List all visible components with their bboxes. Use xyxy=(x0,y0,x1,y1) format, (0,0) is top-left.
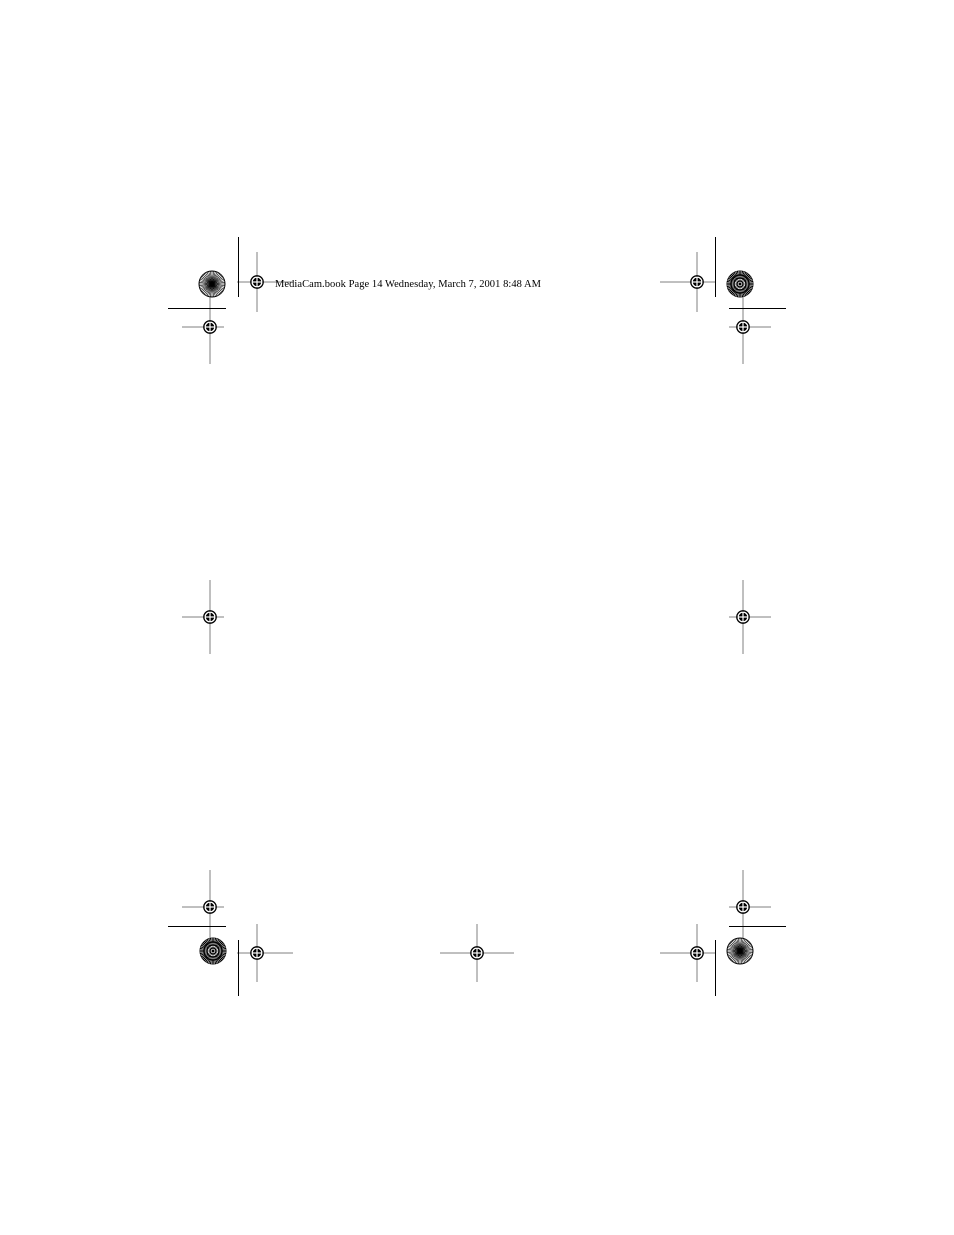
starburst-light-icon xyxy=(199,271,225,297)
registration-target-icon xyxy=(691,276,703,288)
crop-marks xyxy=(168,237,786,996)
registration-target-icon xyxy=(737,901,749,913)
registration-target-icon xyxy=(204,901,216,913)
registration-targets xyxy=(204,276,749,959)
registration-target-icon xyxy=(251,947,263,959)
registration-target-icon xyxy=(737,321,749,333)
registration-target-icon xyxy=(204,611,216,623)
starburst-light-icon xyxy=(727,938,753,964)
starburst-dark-icon xyxy=(727,271,753,297)
registration-target-icon xyxy=(251,276,263,288)
registration-target-icon xyxy=(471,947,483,959)
registration-target-icon xyxy=(691,947,703,959)
starburst-dark-icon xyxy=(200,938,226,964)
registration-target-icon xyxy=(737,611,749,623)
registration-target-icon xyxy=(204,321,216,333)
slug-line: MediaCam.book Page 14 Wednesday, March 7, 2001 8:48 AM xyxy=(275,279,542,290)
registration-hairlines xyxy=(182,252,771,982)
